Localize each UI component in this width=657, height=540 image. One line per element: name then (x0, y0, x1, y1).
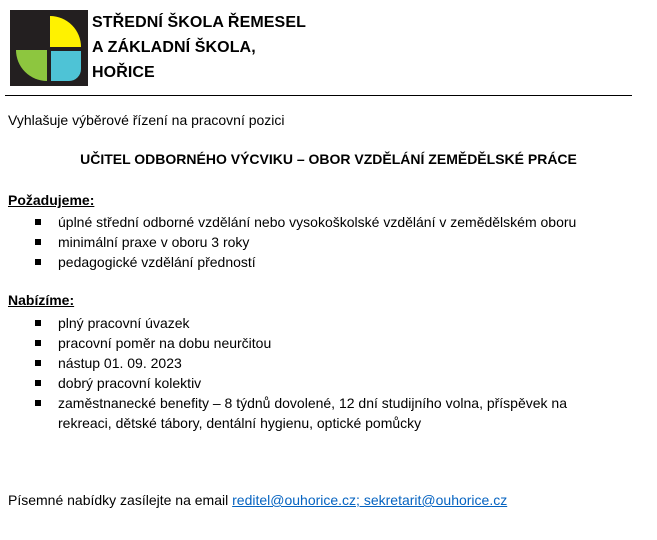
list-item-text: minimální praxe v oboru 3 roky (58, 234, 250, 250)
bullet-icon (35, 239, 41, 245)
list-item (0, 333, 618, 353)
intro-text: Vyhlašuje výběrové řízení na pracovní pozici (8, 112, 285, 128)
logo-cyan-quadrant (51, 51, 81, 81)
list-item-text: nástup 01. 09. 2023 (58, 355, 182, 371)
list-item (0, 373, 618, 393)
list-item-text: dobrý pracovní kolektiv (58, 375, 202, 391)
school-name-line-3: HOŘICE (92, 64, 155, 81)
offers-heading: Nabízíme: (8, 292, 75, 308)
list-item-text: zaměstnanecké benefity – 8 týdnů dovolené, 12 dní studijního volna, příspěvek na rekreaci, dětské tábory, dentální hygienu, optické pomůcky (58, 395, 568, 431)
bullet-icon (35, 320, 41, 326)
list-item (0, 393, 618, 433)
list-item-text: pedagogické vzdělání předností (58, 254, 256, 270)
list-item (0, 252, 618, 272)
bullet-icon (35, 259, 41, 265)
list-item (0, 212, 618, 232)
school-logo (10, 10, 88, 86)
list-item-text: plný pracovní úvazek (58, 315, 190, 331)
bullet-icon (35, 380, 41, 386)
bullet-icon (35, 219, 41, 225)
requirements-heading: Požadujeme: (8, 192, 95, 208)
contact-text: Písemné nabídky zasílejte na email (8, 492, 233, 508)
offers-list (0, 313, 618, 433)
requirements-list (0, 212, 618, 272)
list-item (0, 353, 618, 373)
bullet-icon (35, 340, 41, 346)
school-name (92, 10, 306, 85)
header-divider (5, 95, 632, 96)
contact-line (8, 492, 507, 508)
email-link[interactable]: reditel@ouhorice.cz; sekretarit@ouhorice.cz (232, 492, 508, 508)
list-item (0, 313, 618, 333)
list-item-text: úplné střední odborné vzdělání nebo vysokoškolské vzdělání v zemědělském oboru (58, 214, 577, 230)
list-item-text: pracovní poměr na dobu neurčitou (58, 335, 272, 351)
school-name-line-2: A ZÁKLADNÍ ŠKOLA, (92, 39, 256, 56)
job-title: UČITEL ODBORNÉHO VÝCVIKU – OBOR VZDĚLÁNÍ ZEMĚDĚLSKÉ PRÁCE (80, 151, 577, 167)
school-name-line-1: STŘEDNÍ ŠKOLA ŘEMESEL (92, 14, 306, 31)
logo-icon (10, 10, 88, 86)
bullet-icon (35, 360, 41, 366)
bullet-icon (35, 400, 41, 406)
list-item (0, 232, 618, 252)
